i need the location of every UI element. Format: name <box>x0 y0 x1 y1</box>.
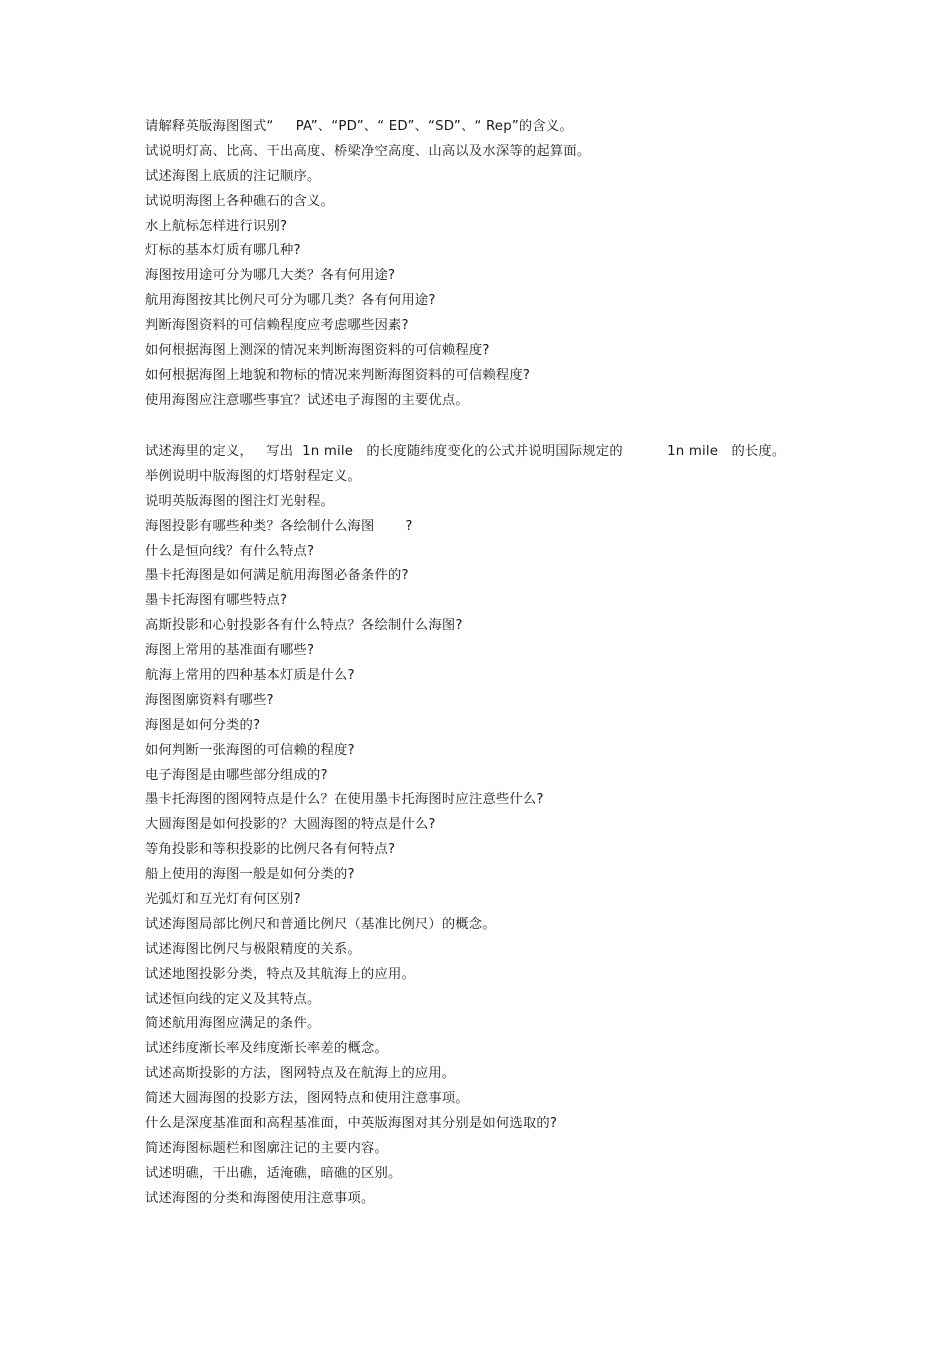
question-line: 船上使用的海图一般是如何分类的? <box>145 867 355 883</box>
question-line: 试述明礁，干出礁，适淹礁，暗礁的区别。 <box>145 1165 402 1181</box>
question-line: 试述纬度渐长率及纬度渐长率差的概念。 <box>145 1041 388 1057</box>
question-line: 试述海图局部比例尺和普通比例尺（基准比例尺）的概念。 <box>145 916 496 932</box>
question-line: 等角投影和等积投影的比例尺各有何特点? <box>145 842 396 858</box>
question-line: 试述海图比例尺与极限精度的关系。 <box>145 941 361 957</box>
question-line: 判断海图资料的可信赖程度应考虑哪些因素? <box>145 318 409 334</box>
question-line: 请解释英版海图图式“ PA”、“PD”、“ ED”、“SD”、“ Rep”的含义。 <box>145 119 573 134</box>
question-line: 使用海图应注意哪些事宜？试述电子海图的主要优点。 <box>145 392 469 408</box>
question-line: 简述海图标题栏和图廓注记的主要内容。 <box>145 1140 388 1156</box>
question-line: 什么是深度基准面和高程基准面，中英版海图对其分别是如何选取的? <box>145 1116 558 1132</box>
question-line: 海图上常用的基准面有哪些? <box>145 643 315 659</box>
question-line: 试述海图的分类和海图使用注意事项。 <box>145 1190 375 1206</box>
question-line: 海图是如何分类的? <box>145 717 261 733</box>
question-line: 试述海里的定义， 写出 1n mile 的长度随纬度变化的公式并说明国际规定的 1n mile 的长度。 <box>145 444 786 459</box>
question-line: 试述高斯投影的方法，图网特点及在航海上的应用。 <box>145 1066 456 1082</box>
question-line: 海图图廓资料有哪些? <box>145 692 274 708</box>
question-line: 试述海图上底质的注记顺序。 <box>145 168 321 184</box>
question-line: 简述航用海图应满足的条件。 <box>145 1016 321 1032</box>
question-line: 墨卡托海图有哪些特点? <box>145 593 288 609</box>
question-line: 光弧灯和互光灯有何区别? <box>145 892 301 908</box>
question-list-1 <box>145 115 935 414</box>
question-line: 试述地图投影分类，特点及其航海上的应用。 <box>145 966 415 982</box>
question-line: 简述大圆海图的投影方法，图网特点和使用注意事项。 <box>145 1091 469 1107</box>
question-line: 灯标的基本灯质有哪几种? <box>145 243 301 259</box>
question-line: 海图按用途可分为哪几大类？各有何用途? <box>145 268 396 284</box>
question-line: 如何判断一张海图的可信赖的程度? <box>145 742 355 758</box>
question-line: 试述恒向线的定义及其特点。 <box>145 991 321 1007</box>
question-list-2 <box>145 440 935 1212</box>
question-line: 举例说明中版海图的灯塔射程定义。 <box>145 468 361 484</box>
question-line: 航用海图按其比例尺可分为哪几类？各有何用途? <box>145 293 436 309</box>
question-line: 高斯投影和心射投影各有什么特点？各绘制什么海图? <box>145 618 463 634</box>
question-line: 水上航标怎样进行识别? <box>145 218 288 234</box>
question-line: 墨卡托海图是如何满足航用海图必备条件的? <box>145 568 409 584</box>
question-line: 航海上常用的四种基本灯质是什么? <box>145 668 355 684</box>
question-line: 大圆海图是如何投影的？大圆海图的特点是什么? <box>145 817 436 833</box>
question-line: 海图投影有哪些种类？各绘制什么海图 ? <box>145 518 413 534</box>
question-line: 如何根据海图上测深的情况来判断海图资料的可信赖程度? <box>145 343 490 359</box>
question-line: 试说明海图上各种礁石的含义。 <box>145 193 334 209</box>
question-line: 什么是恒向线？有什么特点? <box>145 543 315 559</box>
question-line: 墨卡托海图的图网特点是什么？在使用墨卡托海图时应注意些什么? <box>145 792 544 808</box>
question-line: 如何根据海图上地貌和物标的情况来判断海图资料的可信赖程度? <box>145 367 531 383</box>
question-line: 试说明灯高、比高、干出高度、桥梁净空高度、山高以及水深等的起算面。 <box>145 143 591 159</box>
question-line: 电子海图是由哪些部分组成的? <box>145 767 328 783</box>
question-line: 说明英版海图的图注灯光射程。 <box>145 493 334 509</box>
